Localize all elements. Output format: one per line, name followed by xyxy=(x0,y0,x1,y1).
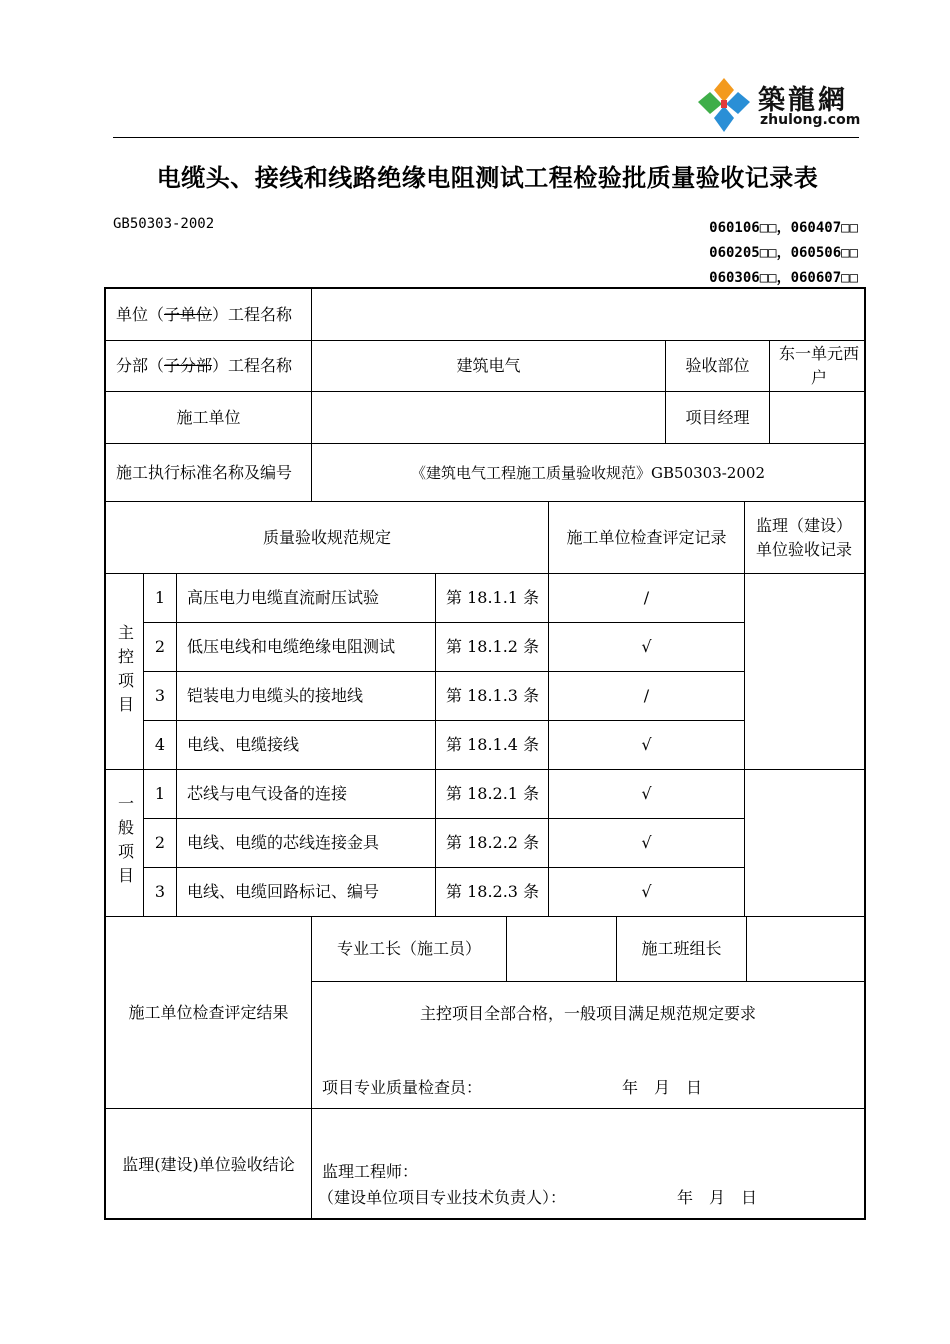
inspector-label: 项目专业质量检查员： xyxy=(322,1078,483,1097)
item-clause: 第 18.2.3 条 xyxy=(446,882,540,901)
team-leader-label: 施工班组长 xyxy=(641,939,722,958)
label-part: ）工程名称 xyxy=(212,356,293,375)
item-result: / xyxy=(643,686,650,705)
item-clause: 第 18.2.1 条 xyxy=(446,784,540,803)
item-name: 低压电线和电缆绝缘电阻测试 xyxy=(187,637,396,656)
item-name: 芯线与电气设备的连接 xyxy=(187,784,348,803)
item-result: √ xyxy=(641,784,652,803)
item-no: 4 xyxy=(154,735,166,754)
supervision-record-header: 监理（建设）单位验收记录 xyxy=(755,515,852,559)
standard-code: GB50303-2002 xyxy=(113,216,215,232)
label-part: 分部（ xyxy=(116,356,165,375)
project-manager-value xyxy=(770,392,864,443)
evaluation-conclusion: 主控项目全部合格，一般项目满足规范规定要求 xyxy=(419,1004,756,1023)
main-items-label: 主控项目 xyxy=(115,623,135,720)
owner-technical-label: （建设单位项目专业技术负责人）： xyxy=(318,1188,567,1207)
logo-text-cn: 築龍網 xyxy=(758,85,848,116)
page-title: 电缆头、接线和线路绝缘电阻测试工程检验批质量验收记录表 xyxy=(156,164,819,192)
label-part: 单位（ xyxy=(116,304,165,324)
foreman-value xyxy=(507,917,616,981)
logo-mark-icon xyxy=(694,76,754,134)
team-leader-value xyxy=(747,917,864,981)
supervision-engineer-label: 监理工程师： xyxy=(322,1162,419,1181)
item-name: 电线、电缆回路标记、编号 xyxy=(187,882,380,901)
item-result: √ xyxy=(641,735,652,754)
supervision-date: 年 月 日 xyxy=(676,1188,757,1207)
item-name: 电线、电缆的芯线连接金具 xyxy=(187,833,380,852)
division-name-value: 建筑电气 xyxy=(456,356,521,375)
standard-label: 施工执行标准名称及编号 xyxy=(116,462,293,482)
check-record-header: 施工单位检查评定记录 xyxy=(566,527,727,547)
foreman-label: 专业工长（施工员） xyxy=(336,939,481,958)
unit-name-label xyxy=(106,289,311,340)
header-rule xyxy=(113,137,859,138)
item-no: 2 xyxy=(154,833,166,852)
spec-header: 质量验收规范规定 xyxy=(262,527,391,547)
item-result: √ xyxy=(641,882,652,901)
item-name: 电线、电缆接线 xyxy=(187,735,300,754)
label-part: ）工程名称 xyxy=(212,304,293,324)
item-clause: 第 18.1.2 条 xyxy=(446,637,540,656)
item-no: 3 xyxy=(154,686,166,705)
evaluation-label: 施工单位检查评定结果 xyxy=(128,1002,289,1022)
division-name-label xyxy=(106,341,311,391)
item-clause: 第 18.2.2 条 xyxy=(446,833,540,852)
unit-name-value xyxy=(312,289,864,340)
general-items-label: 一般项目 xyxy=(115,795,135,891)
item-clause: 第 18.1.1 条 xyxy=(446,588,540,607)
item-no: 1 xyxy=(154,784,166,803)
standard-value: 《建筑电气工程施工质量验收规范》GB50303-2002 xyxy=(411,463,765,482)
acceptance-part-label: 验收部位 xyxy=(685,356,750,375)
label-part-struck: 子单位 xyxy=(164,304,213,324)
construction-unit-value xyxy=(312,392,665,443)
label-part-struck: 子分部 xyxy=(164,356,213,375)
supervision-label: 监理(建设)单位验收结论 xyxy=(122,1154,295,1174)
logo-text-en: zhulong.com xyxy=(760,112,861,128)
item-name: 高压电力电缆直流耐压试验 xyxy=(187,588,380,607)
item-result: √ xyxy=(641,637,652,656)
record-table xyxy=(104,287,866,1220)
item-result: √ xyxy=(641,833,652,852)
code-line: 060205□□，060506□□ xyxy=(709,245,858,261)
item-result: / xyxy=(643,588,650,607)
item-no: 2 xyxy=(154,637,166,656)
item-no: 1 xyxy=(154,588,166,607)
item-clause: 第 18.1.3 条 xyxy=(446,686,540,705)
inspection-codes xyxy=(709,216,858,291)
code-line: 060106□□，060407□□ xyxy=(709,220,858,236)
project-manager-label: 项目经理 xyxy=(685,407,750,427)
item-clause: 第 18.1.4 条 xyxy=(446,735,540,754)
item-name: 铠装电力电缆头的接地线 xyxy=(187,686,364,705)
code-line: 060306□□，060607□□ xyxy=(709,270,858,286)
zhulong-logo xyxy=(694,72,864,134)
evaluation-date: 年 月 日 xyxy=(621,1078,702,1097)
construction-unit-label: 施工单位 xyxy=(176,407,241,427)
item-no: 3 xyxy=(154,882,166,901)
acceptance-part-value: 东一单元西户 xyxy=(778,344,859,387)
